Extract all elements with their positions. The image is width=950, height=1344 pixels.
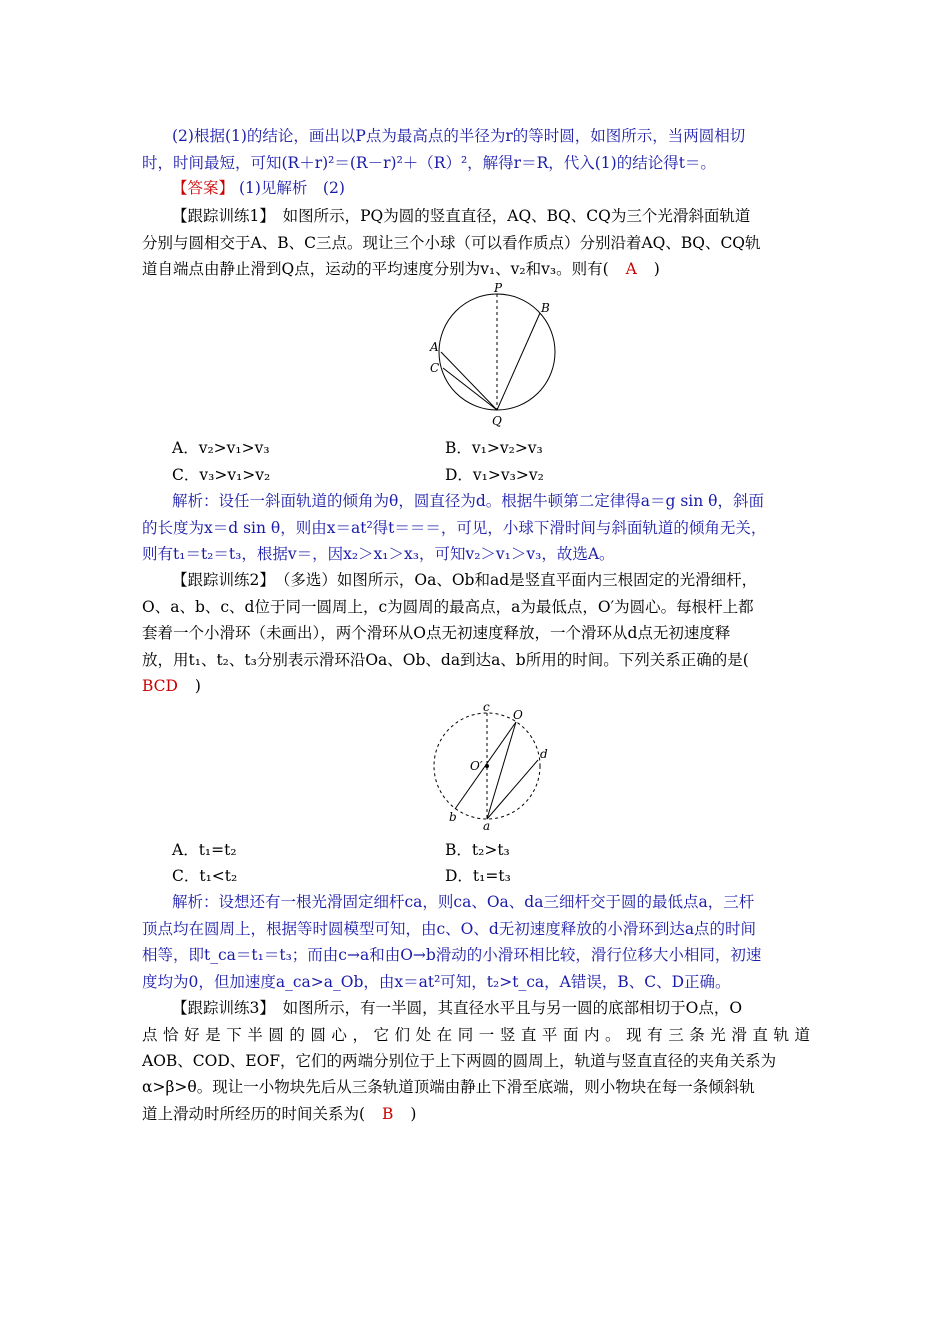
question-1-close: )	[653, 260, 660, 278]
label-d: d	[540, 747, 548, 761]
label-o: O	[513, 708, 523, 722]
question-1-text: 如图所示，PQ为圆的竖直直径，AQ、BQ、CQ为三个光滑斜面轨道	[267, 207, 751, 225]
question-3-line	[142, 1104, 810, 1124]
answer-line	[172, 178, 810, 198]
option-d: D．v₁>v₃>v₂	[445, 466, 544, 484]
option-b: B．v₁>v₂>v₃	[445, 439, 543, 457]
label-b: B	[541, 301, 550, 315]
question-1-line	[142, 259, 810, 279]
question-2-line	[172, 570, 810, 590]
explanation-line: 度均为0，但加速度a_ca>a_Ob，由x＝at²可知，t₂>t_ca，A错误，B、C、D正确。	[142, 973, 731, 991]
question-3-line: AOB、COD、EOF，它们的两端分别位于上下两圆的圆周上，轨道与竖直直径的夹角关系为	[142, 1052, 777, 1070]
label-o-prime: O′	[470, 759, 483, 773]
label-c: C	[430, 361, 440, 375]
label-p: P	[494, 282, 503, 295]
explanation-line: 顶点均在圆周上，根据等时圆模型可知，由c、O、d无初速度释放的小滑环到达a点的时间	[142, 920, 757, 938]
question-3-line	[172, 998, 810, 1018]
label-a: a	[483, 819, 491, 832]
option-a: A．v₂>v₁>v₃	[172, 439, 270, 457]
question-3-label: 【跟踪训练3】	[172, 999, 268, 1017]
label-c: c	[483, 700, 490, 714]
question-1-line	[172, 206, 810, 226]
question-2-line: 套着一个小滑环（未画出），两个滑环从O点无初速度释放，一个滑环从d点无初速度释	[142, 624, 731, 642]
figure-circle-oa	[425, 700, 560, 832]
question-2-text: （多选）如图所示，Oa、Ob和ad是竖直平面内三根固定的光滑细杆，	[267, 571, 758, 589]
center-dot	[485, 764, 489, 768]
option-a: A．t₁=t₂	[172, 841, 237, 859]
rod-oa	[487, 722, 516, 819]
explanation-line: 的长度为x＝d sin θ，则由x＝at²得t＝＝＝，可见，小球下滑时间与斜面轨道的倾角无关，	[142, 519, 767, 537]
question-2-answer: BCD	[142, 677, 178, 695]
question-3-answer: B	[382, 1105, 394, 1123]
option-c: C．v₃>v₁>v₂	[172, 466, 271, 484]
question-1-answer: A	[625, 260, 637, 278]
solution-line: (2)根据(1)的结论，画出以P点为最高点的半径为r的等时圆，如图所示，当两圆相切	[172, 127, 746, 145]
figure-circle-pq	[420, 282, 570, 430]
rod-da	[487, 760, 538, 819]
answer-text: (1)见解析 (2)	[238, 179, 345, 197]
question-1-text: 道自端点由静止滑到Q点，运动的平均速度分别为v₁、v₂和v₃。则有(	[142, 260, 609, 278]
question-2-label: 【跟踪训练2】	[172, 571, 268, 589]
explanation-line: 解析：设想还有一根光滑固定细杆ca，则ca、Oa、da三细杆交于圆的最低点a，三杆	[172, 893, 755, 911]
explanation-line: 则有t₁＝t₂＝t₃，根据v＝，因x₂＞x₁＞x₃，可知v₂＞v₁＞v₃，故选A。	[142, 545, 615, 563]
question-2-line: 放，用t₁、t₂、t₃分别表示滑环沿Oa、Ob、da到达a、b所用的时间。下列关系正确的是(	[142, 651, 749, 669]
explanation-line: 解析：设任一斜面轨道的倾角为θ，圆直径为d。根据牛顿第二定律得a＝g sin θ，斜面	[172, 492, 764, 510]
option-d: D．t₁=t₃	[445, 867, 511, 885]
question-1-line: 分别与圆相交于A、B、C三点。现让三个小球（可以看作质点）分别沿着AQ、BQ、CQ轨	[142, 234, 761, 252]
question-1-label: 【跟踪训练1】	[172, 207, 268, 225]
option-c: C．t₁<t₂	[172, 867, 238, 885]
solution-line: 时，时间最短，可知(R＋r)²＝(R－r)²＋（R）²，解得r＝R，代入(1)的结论得t＝。	[142, 154, 716, 172]
question-3-text: 如图所示，有一半圆，其直径水平且与另一圆的底部相切于O点，O	[267, 999, 743, 1017]
question-3-text: 道上滑动时所经历的时间关系为(	[142, 1105, 366, 1123]
label-b: b	[449, 810, 457, 824]
question-2-line	[142, 676, 810, 696]
question-2-line: O、a、b、c、d位于同一圆周上，c为圆周的最高点，a为最低点，O′为圆心。每根杆上都	[142, 598, 754, 616]
question-3-close: )	[410, 1105, 417, 1123]
question-3-line: α>β>θ。现让一小物块先后从三条轨道顶端由静止下滑至底端，则小物块在每一条倾斜轨	[142, 1078, 755, 1096]
question-2-close: )	[194, 677, 201, 695]
answer-label: 【答案】	[172, 179, 235, 197]
question-3-line: 点恰好是下半圆的圆心，它们处在同一竖直平面内。现有三条光滑直轨道	[142, 1026, 810, 1044]
label-a: A	[430, 340, 439, 354]
track-aq	[441, 352, 497, 410]
explanation-line: 相等，即t_ca＝t₁＝t₃；而由c→a和由O→b滑动的小滑环相比较，滑行位移大小相同，初速	[142, 946, 762, 964]
option-b: B．t₂>t₃	[445, 841, 510, 859]
track-bq	[497, 313, 540, 410]
label-q: Q	[492, 414, 502, 428]
